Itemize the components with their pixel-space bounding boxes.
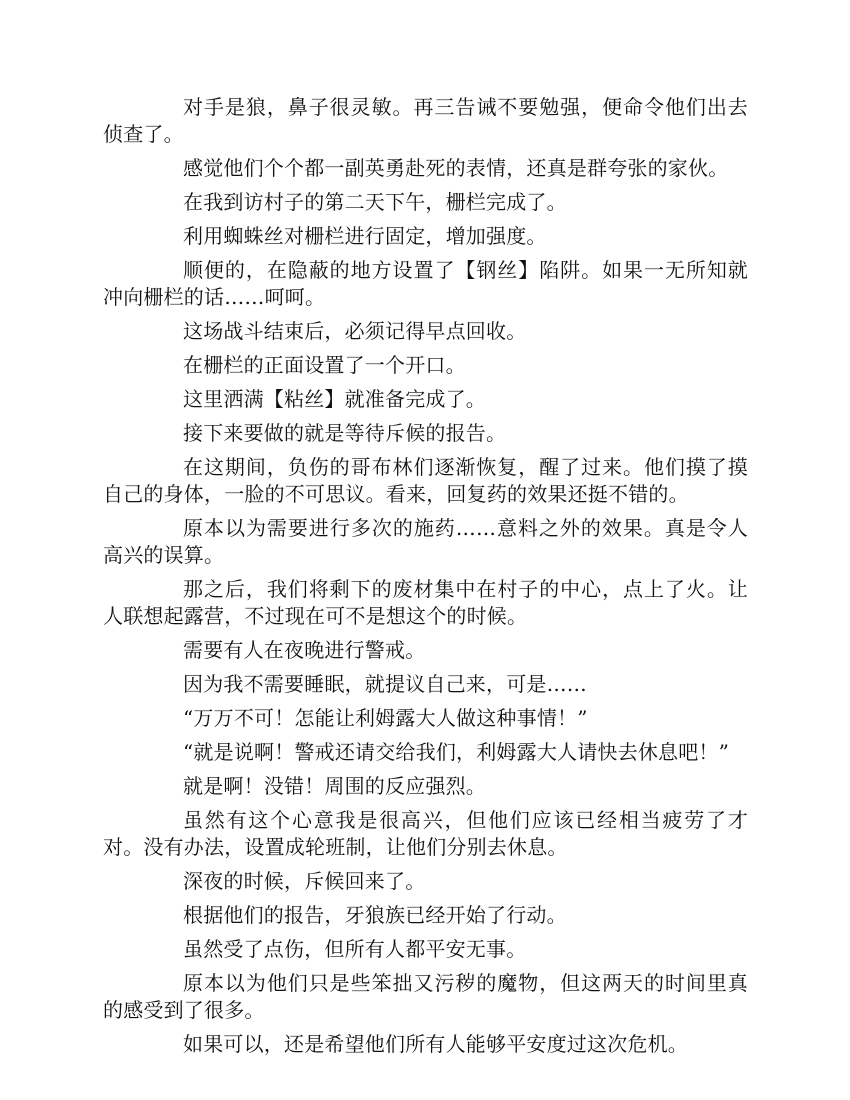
paragraph: 这场战斗结束后，必须记得早点回收。 <box>183 319 527 343</box>
paragraph: 在这期间，负伤的哥布林们逐渐恢复，醒了过来。他们摸了摸自己的身体，一脸的不可思议。看来，回复药的效果还挺不错的。 <box>103 455 748 506</box>
paragraph: 那之后，我们将剩下的废材集中在村子的中心，点上了火。让人联想起露营，不过现在可不是想这个的时候。 <box>103 577 748 628</box>
paragraph: 利用蜘蛛丝对栅栏进行固定，增加强度。 <box>183 224 547 248</box>
paragraph: “万万不可！怎能让利姆露大人做这种事情！” <box>183 706 588 730</box>
paragraph: 接下来要做的就是等待斥候的报告。 <box>183 421 507 445</box>
paragraph: 原本以为需要进行多次的施药……意料之外的效果。真是令人高兴的误算。 <box>103 516 748 567</box>
paragraph: 根据他们的报告，牙狼族已经开始了行动。 <box>183 903 567 927</box>
paragraph: 在栅栏的正面设置了一个开口。 <box>183 353 466 377</box>
paragraph: 感觉他们个个都一副英勇赴死的表情，还真是群夸张的家伙。 <box>183 156 729 180</box>
paragraph: 如果可以，还是希望他们所有人能够平安度过这次危机。 <box>183 1032 688 1056</box>
paragraph: 原本以为他们只是些笨拙又污秽的魔物，但这两天的时间里真的感受到了很多。 <box>103 971 748 1022</box>
paragraph: 顺便的，在隐蔽的地方设置了【钢丝】陷阱。如果一无所知就冲向栅栏的话……呵呵。 <box>103 258 748 309</box>
paragraph: 虽然受了点伤，但所有人都平安无事。 <box>183 937 527 961</box>
paragraph: 这里洒满【粘丝】就准备完成了。 <box>183 387 486 411</box>
paragraph: 需要有人在夜晚进行警戒。 <box>183 638 426 662</box>
paragraph: 因为我不需要睡眠，就提议自己来，可是…… <box>183 672 587 696</box>
paragraph: 虽然有这个心意我是很高兴，但他们应该已经相当疲劳了才对。没有办法，设置成轮班制，让他们分别去休息。 <box>103 808 748 859</box>
paragraph: 在我到访村子的第二天下午，栅栏完成了。 <box>183 190 567 214</box>
paragraph: 对手是狼，鼻子很灵敏。再三告诫不要勉强，便命令他们出去侦查了。 <box>103 95 748 146</box>
paragraph: 深夜的时候，斥候回来了。 <box>183 869 426 893</box>
paragraph: 就是啊！没错！周围的反应强烈。 <box>183 774 486 798</box>
document-body <box>103 94 748 1065</box>
paragraph: “就是说啊！警戒还请交给我们，利姆露大人请快去休息吧！” <box>183 740 730 764</box>
